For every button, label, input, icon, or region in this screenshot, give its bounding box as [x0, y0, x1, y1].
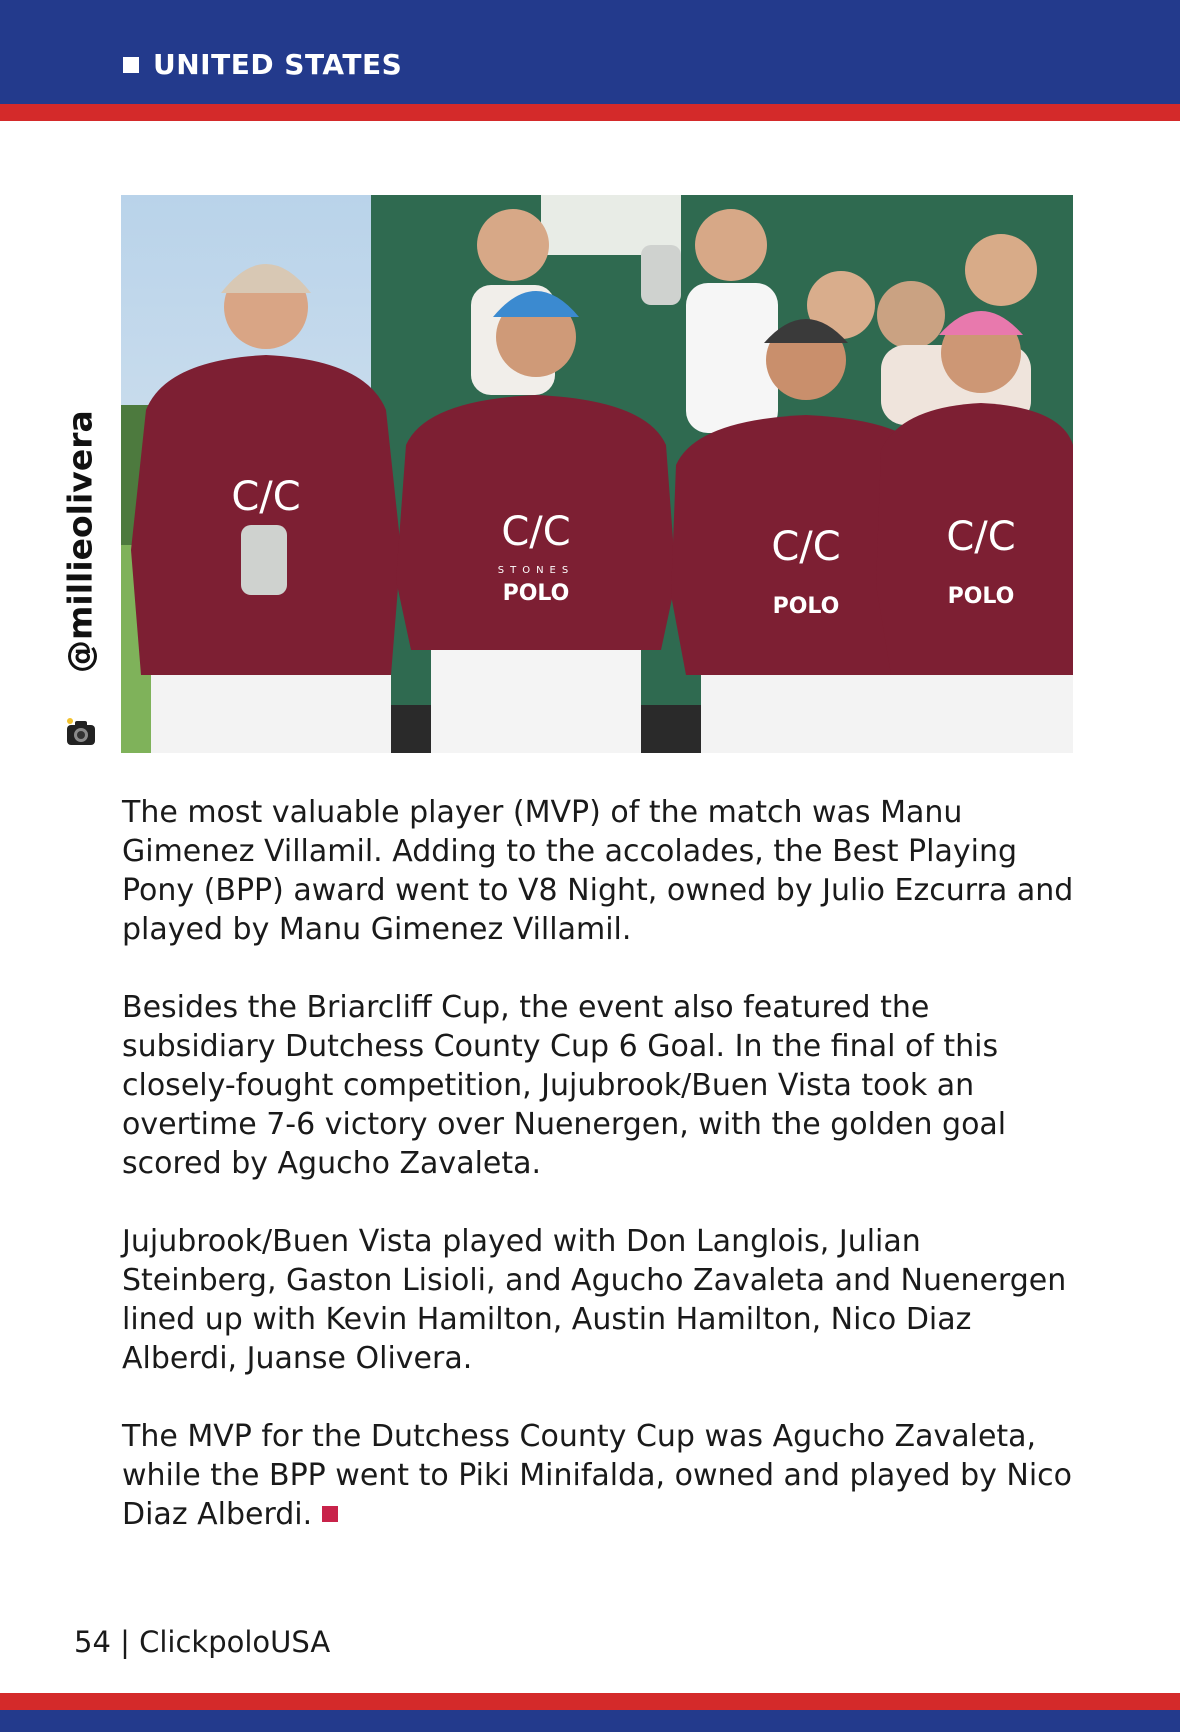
- jersey-logo-2: C/C: [501, 509, 571, 555]
- jersey-subtitle: STONES: [497, 565, 575, 576]
- section-tag: [123, 48, 402, 81]
- jersey-logo-1: C/C: [231, 474, 301, 520]
- camera-icon: [64, 716, 98, 750]
- section-label: UNITED STATES: [153, 48, 403, 81]
- jersey-word-3: POLO: [772, 594, 840, 619]
- photo-credit: [60, 410, 100, 760]
- jersey-word-4: POLO: [947, 584, 1015, 609]
- square-bullet-icon: [123, 57, 139, 73]
- article-paragraph-4-text: The MVP for the Dutchess County Cup was Agucho Zavaleta, while the BPP went to Piki Minifalda, owned and played by Nico Diaz Alberdi.: [122, 1419, 1073, 1532]
- jersey-logo-3: C/C: [771, 524, 841, 570]
- header-red-stripe: [0, 104, 1180, 121]
- team-photo: [121, 195, 1073, 753]
- photo-credit-handle: @millieolivera: [60, 410, 100, 673]
- page-footer: 54 | ClickpoloUSA: [74, 1625, 331, 1659]
- end-of-article-icon: [322, 1506, 338, 1522]
- jersey-word-2: POLO: [502, 581, 570, 606]
- jersey-logo-4: C/C: [946, 514, 1016, 560]
- article-body: [122, 793, 1082, 1573]
- article-paragraph-3: Jujubrook/Buen Vista played with Don Langlois, Julian Steinberg, Gaston Lisioli, and Agucho Zavaleta and Nuenergen lined up with Kevin Hamilton, Austin Hamilton, Nico Diaz Alberdi, Juanse Olivera.: [122, 1224, 1067, 1376]
- footer-band: [0, 1710, 1180, 1732]
- article-paragraph-2: Besides the Briarcliff Cup, the event also featured the subsidiary Dutchess County Cup 6 Goal. In the final of this closely-fought competition, Jujubrook/Buen Vista took an overtime 7-6 victory over Nuenergen, with the golden goal scored by Agucho Zavaleta.: [122, 990, 1007, 1181]
- article-paragraph-4: [122, 1417, 1082, 1534]
- footer-red-stripe: [0, 1693, 1180, 1710]
- article-paragraph-1: The most valuable player (MVP) of the match was Manu Gimenez Villamil. Adding to the accolades, the Best Playing Pony (BPP) award went to V8 Night, owned by Julio Ezcurra and played by Manu Gimenez Villamil.: [122, 795, 1074, 947]
